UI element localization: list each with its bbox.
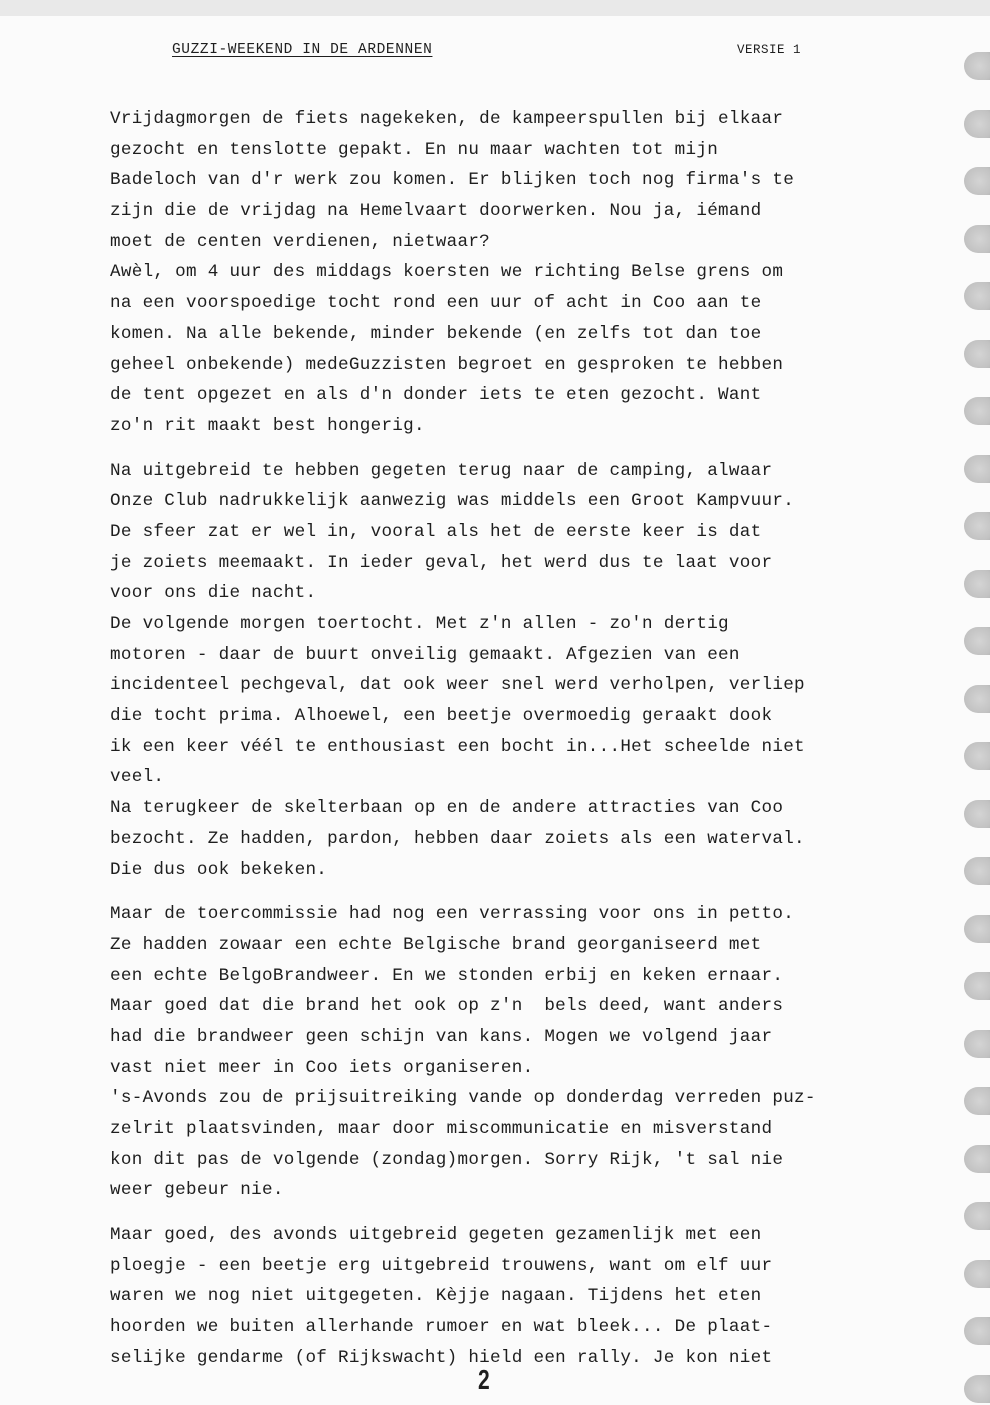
text-line: weer gebeur nie. <box>110 1180 284 1201</box>
binder-hole <box>964 52 990 80</box>
document-title: GUZZI-WEEKEND IN DE ARDENNEN <box>172 42 433 58</box>
binder-hole <box>964 800 990 828</box>
text-line: waren we nog niet uitgegeten. Kèjje nagaan. Tijdens het eten <box>110 1286 762 1307</box>
text-line: die tocht prima. Alhoewel, een beetje overmoedig geraakt dook <box>110 706 773 727</box>
binder-hole <box>964 110 990 138</box>
text-line: zelrit plaatsvinden, maar door miscommunicatie en misverstand <box>110 1119 773 1139</box>
paragraph-gap <box>110 885 910 899</box>
binder-hole <box>964 1317 990 1345</box>
text-line: Die dus ook bekeken. <box>110 859 328 880</box>
paragraph-gap <box>110 442 910 456</box>
text-line: voor ons die nacht. <box>110 583 317 604</box>
binder-hole <box>964 1260 990 1288</box>
binder-hole <box>964 225 990 253</box>
binder-hole <box>964 1087 990 1115</box>
binder-hole <box>964 340 990 368</box>
text-line: ploegje - een beetje erg uitgebreid trouwens, want om elf uur <box>110 1255 773 1276</box>
page-header <box>172 42 822 66</box>
text-line: hoorden we buiten allerhande rumoer en wat bleek... De plaat- <box>110 1317 773 1338</box>
text-line: moet de centen verdienen, nietwaar? <box>110 231 491 252</box>
paragraph <box>110 1220 910 1373</box>
binder-hole <box>964 512 990 540</box>
text-line: gezocht en tenslotte gepakt. En nu maar wachten tot mijn <box>110 139 719 160</box>
page-number: 2 <box>477 1364 490 1395</box>
paragraph-gap <box>110 1206 910 1220</box>
text-line: Awèl, om 4 uur des middags koersten we richting Belse grens om <box>110 262 784 283</box>
text-line: Badeloch van d'r werk zou komen. Er blijken toch nog firma's te <box>110 170 795 191</box>
text-line: de tent opgezet en als d'n donder iets te eten gezocht. Want <box>110 385 762 406</box>
binder-hole <box>964 1202 990 1230</box>
text-line: Maar de toercommissie had nog een verrassing voor ons in petto. <box>110 904 795 925</box>
text-line: incidenteel pechgeval, dat ook weer snel werd verholpen, verliep <box>110 675 805 696</box>
text-line: motoren - daar de buurt onveilig gemaakt. Afgezien van een <box>110 644 740 665</box>
binder-hole <box>964 282 990 310</box>
paragraph <box>110 456 910 886</box>
binder-hole <box>964 972 990 1000</box>
binder-hole <box>964 455 990 483</box>
binder-hole <box>964 742 990 770</box>
text-line: een echte BelgoBrandweer. En we stonden erbij en keken ernaar. <box>110 965 784 986</box>
binder-hole <box>964 1145 990 1173</box>
text-line: kon dit pas de volgende (zondag)morgen. Sorry Rijk, 't sal nie <box>110 1149 784 1170</box>
binder-hole <box>964 167 990 195</box>
text-line: Vrijdagmorgen de fiets nagekeken, de kampeerspullen bij elkaar <box>110 109 784 129</box>
binder-hole <box>964 627 990 655</box>
text-line: bezocht. Ze hadden, pardon, hebben daar zoiets als een waterval. <box>110 828 805 849</box>
text-line: komen. Na alle bekende, minder bekende (en zelfs tot dan toe <box>110 323 762 344</box>
text-line: had die brandweer geen schijn van kans. Mogen we volgend jaar <box>110 1026 773 1047</box>
text-line: zijn die de vrijdag na Hemelvaart doorwerken. Nou ja, iémand <box>110 201 762 222</box>
binder-hole <box>964 915 990 943</box>
text-line: Na uitgebreid te hebben gegeten terug naar de camping, alwaar <box>110 460 773 481</box>
paragraph <box>110 104 910 442</box>
article-body <box>110 104 910 1374</box>
text-line: Maar goed dat die brand het ook op z'n bels deed, want anders <box>110 996 784 1017</box>
page-top-edge <box>0 0 990 16</box>
text-line: Na terugkeer de skelterbaan op en de andere attracties van Coo <box>110 798 784 819</box>
text-line: Maar goed, des avonds uitgebreid gegeten gezamenlijk met een <box>110 1225 762 1246</box>
text-line: veel. <box>110 767 165 788</box>
paragraph <box>110 899 910 1206</box>
text-line: zo'n rit maakt best hongerig. <box>110 415 425 436</box>
text-line: Ze hadden zowaar een echte Belgische brand georganiseerd met <box>110 934 762 955</box>
binder-hole <box>964 397 990 425</box>
version-label: VERSIE 1 <box>737 43 802 57</box>
binder-hole <box>964 685 990 713</box>
text-line: De volgende morgen toertocht. Met z'n allen - zo'n dertig <box>110 614 729 634</box>
binder-hole <box>964 570 990 598</box>
text-line: De sfeer zat er wel in, vooral als het de eerste keer is dat <box>110 521 762 542</box>
text-line: ik een keer véél te enthousiast een bocht in...Het scheelde niet <box>110 736 805 757</box>
text-line: geheel onbekende) medeGuzzisten begroet en gesproken te hebben <box>110 354 784 375</box>
text-line: na een voorspoedige tocht rond een uur of acht in Coo aan te <box>110 293 762 314</box>
binder-hole <box>964 1375 990 1403</box>
binder-hole <box>964 1030 990 1058</box>
text-line: vast niet meer in Coo iets organiseren. <box>110 1057 534 1078</box>
text-line: 's-Avonds zou de prijsuitreiking vande op donderdag verreden puz- <box>110 1088 816 1109</box>
text-line: Onze Club nadrukkelijk aanwezig was middels een Groot Kampvuur. <box>110 491 795 512</box>
text-line: je zoiets meemaakt. In ieder geval, het werd dus te laat voor <box>110 552 773 573</box>
binder-holes <box>956 0 990 1405</box>
text-line: selijke gendarme (of Rijkswacht) hield een rally. Je kon niet <box>110 1347 773 1368</box>
binder-hole <box>964 857 990 885</box>
